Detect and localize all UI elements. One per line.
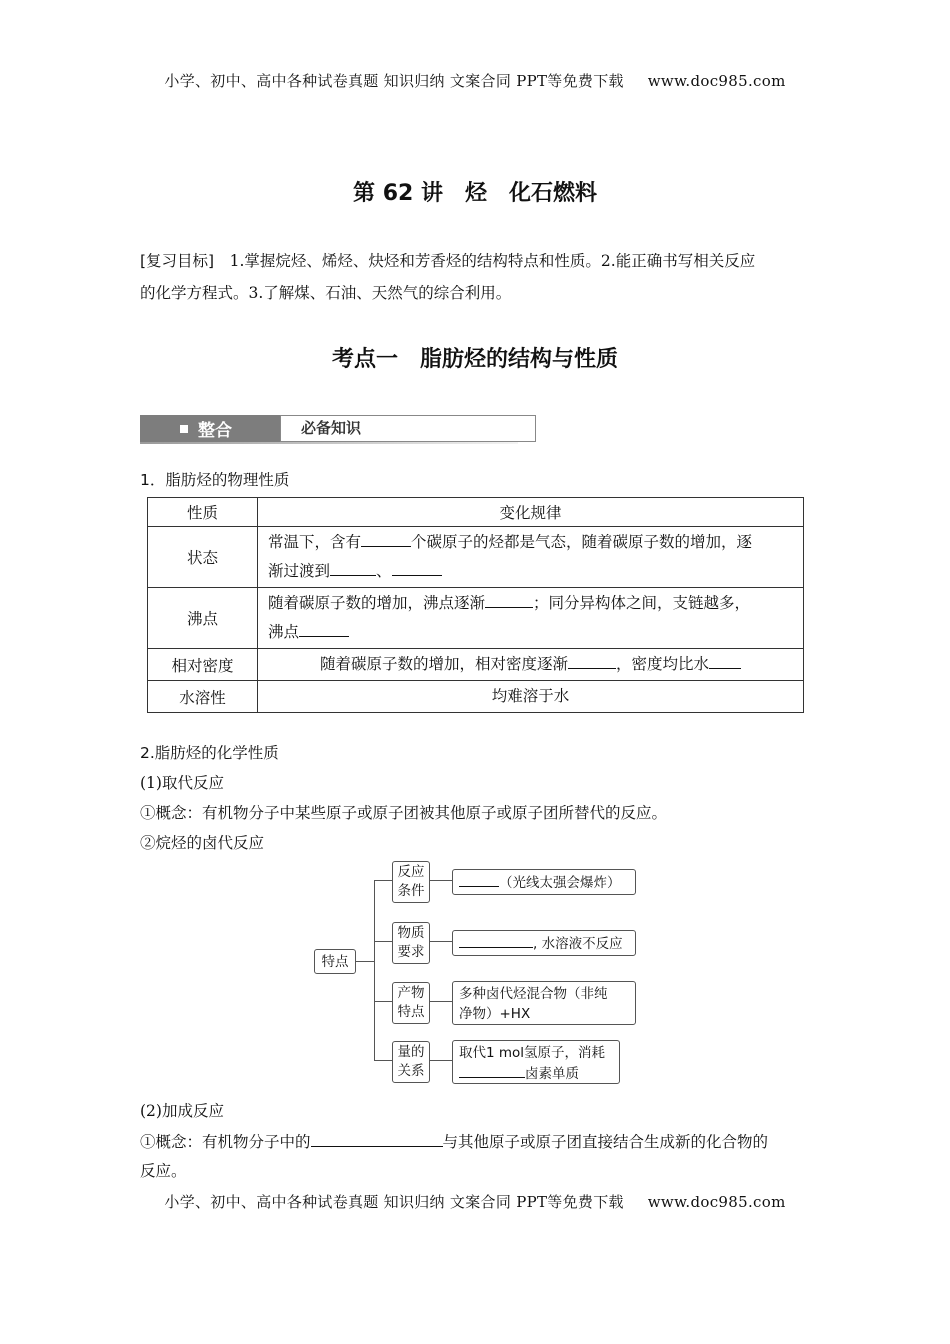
rule-text: 随着碳原子数的增加，沸点逐渐 <box>268 594 486 612</box>
row-name: 沸点 <box>148 588 258 649</box>
physical-properties-table <box>147 497 804 713</box>
rule-text: 渐过渡到 <box>268 562 331 580</box>
row-name: 相对密度 <box>148 649 258 681</box>
rule-text: ；同分异构体之间，支链越多， <box>533 594 751 612</box>
table-row <box>148 588 804 649</box>
review-goals <box>140 245 812 309</box>
fill-blank[interactable] <box>311 1129 443 1147</box>
table-row <box>148 649 804 681</box>
branch-label-line: 特点 <box>397 1004 425 1020</box>
fill-blank[interactable] <box>459 872 499 887</box>
row-name: 状态 <box>148 527 258 588</box>
header-url[interactable]: www.doc985.com <box>647 72 786 90</box>
row-name: 水溶性 <box>148 681 258 713</box>
branch-label-line: 量的 <box>397 1044 425 1060</box>
branch-content-text: , 水溶液不反应 <box>533 936 623 952</box>
row-rule <box>258 588 804 649</box>
header-text: 小学、初中、高中各种试卷真题 知识归纳 文案合同 PPT等免费下载 <box>164 72 624 90</box>
branch-label-line: 条件 <box>397 883 425 899</box>
connector-line <box>430 880 452 881</box>
page-header <box>0 70 950 91</box>
branch-content-text: 取代1 mol氢原子，消耗 <box>459 1045 606 1061</box>
table-row <box>148 527 804 588</box>
footer-text: 小学、初中、高中各种试卷真题 知识归纳 文案合同 PPT等免费下载 <box>164 1193 624 1211</box>
branch-content <box>452 981 636 1025</box>
review-line2: 的化学方程式。3.了解煤、石油、天然气的综合利用。 <box>140 284 512 302</box>
connector-line <box>374 880 375 1060</box>
section-banner <box>140 413 518 449</box>
branch-content-text: 卤素单质 <box>525 1066 579 1082</box>
branch-label-line: 要求 <box>397 944 425 960</box>
rule-text: 随着碳原子数的增加，相对密度逐渐 <box>319 655 568 673</box>
concept-text: ①概念：有机物分子中的 <box>140 1133 311 1152</box>
lecture-title: 第 62 讲 烃 化石燃料 <box>353 181 597 206</box>
physical-heading: 1．脂肪烃的物理性质 <box>140 471 290 489</box>
branch-label-line: 关系 <box>397 1063 425 1079</box>
banner-square-icon <box>180 425 188 433</box>
banner-tab <box>280 415 536 442</box>
branch-content-text: 净物）+HX <box>459 1006 531 1022</box>
rule-text: ，密度均比水 <box>616 655 710 673</box>
branch-content <box>452 869 636 895</box>
branch-content-text: 多种卤代烃混合物（非纯 <box>459 986 608 1002</box>
connector-line <box>430 941 452 942</box>
branch-label <box>392 982 430 1024</box>
row-rule: 均难溶于水 <box>258 681 804 713</box>
fill-blank[interactable] <box>299 619 349 637</box>
branch-content <box>452 930 636 956</box>
table-row <box>148 681 804 713</box>
branch-content-text: （光线太强会爆炸） <box>499 875 621 891</box>
fill-blank[interactable] <box>459 1063 525 1078</box>
row-rule <box>258 527 804 588</box>
halogenation-heading: ②烷烃的卤代反应 <box>140 834 265 852</box>
fill-blank[interactable] <box>330 558 376 576</box>
rule-text: 个碳原子的烃都是气态，随着碳原子数的增加，逐 <box>411 533 753 551</box>
addition-concept <box>140 1129 812 1152</box>
fill-blank[interactable] <box>485 590 533 608</box>
connector-line <box>374 941 392 942</box>
fill-blank[interactable] <box>459 933 533 948</box>
review-label: [复习目标] <box>140 252 215 270</box>
branch-label-line: 产物 <box>397 985 425 1001</box>
branch-content <box>452 1040 620 1084</box>
footer-url[interactable]: www.doc985.com <box>647 1193 786 1211</box>
branch-label <box>392 861 430 903</box>
diagram-root: 特点 <box>314 949 356 974</box>
banner-main-label: 整合 <box>198 421 232 441</box>
addition-heading: (2)加成反应 <box>140 1102 224 1120</box>
substitution-heading: (1)取代反应 <box>140 774 224 792</box>
branch-label-line: 物质 <box>397 925 425 941</box>
review-line1: 1.掌握烷烃、烯烃、炔烃和芳香烃的结构特点和性质。2.能正确书写相关反应 <box>214 252 756 270</box>
branch-label-line: 反应 <box>397 864 425 880</box>
section-title: 考点一 脂肪烃的结构与性质 <box>331 347 618 372</box>
fill-blank[interactable] <box>361 529 411 547</box>
fill-blank[interactable] <box>392 558 442 576</box>
connector-line <box>430 1060 452 1061</box>
row-rule <box>258 649 804 681</box>
rule-text: 常温下，含有 <box>268 533 362 551</box>
branch-label <box>392 1041 430 1083</box>
connector-line <box>374 880 392 881</box>
connector-line <box>356 961 374 962</box>
col-header-rule: 变化规律 <box>258 498 804 527</box>
concept-text: 与其他原子或原子团直接结合生成新的化合物的 <box>442 1133 769 1152</box>
branch-label <box>392 922 430 964</box>
page-footer <box>0 1191 950 1212</box>
fill-blank[interactable] <box>568 651 616 669</box>
banner-tab-label: 必备知识 <box>301 419 362 437</box>
substitution-concept: ①概念：有机物分子中某些原子或原子团被其他原子或原子团所替代的反应。 <box>140 804 668 822</box>
connector-line <box>430 1001 452 1002</box>
col-header-property: 性质 <box>148 498 258 527</box>
table-header-row <box>148 498 804 527</box>
rule-text: 沸点 <box>268 623 300 641</box>
fill-blank[interactable] <box>709 651 741 669</box>
connector-line <box>374 1060 392 1061</box>
connector-line <box>374 1001 392 1002</box>
rule-text: 、 <box>376 562 392 580</box>
chemical-heading: 2.脂肪烃的化学性质 <box>140 744 279 762</box>
addition-concept-end: 反应。 <box>140 1162 187 1180</box>
